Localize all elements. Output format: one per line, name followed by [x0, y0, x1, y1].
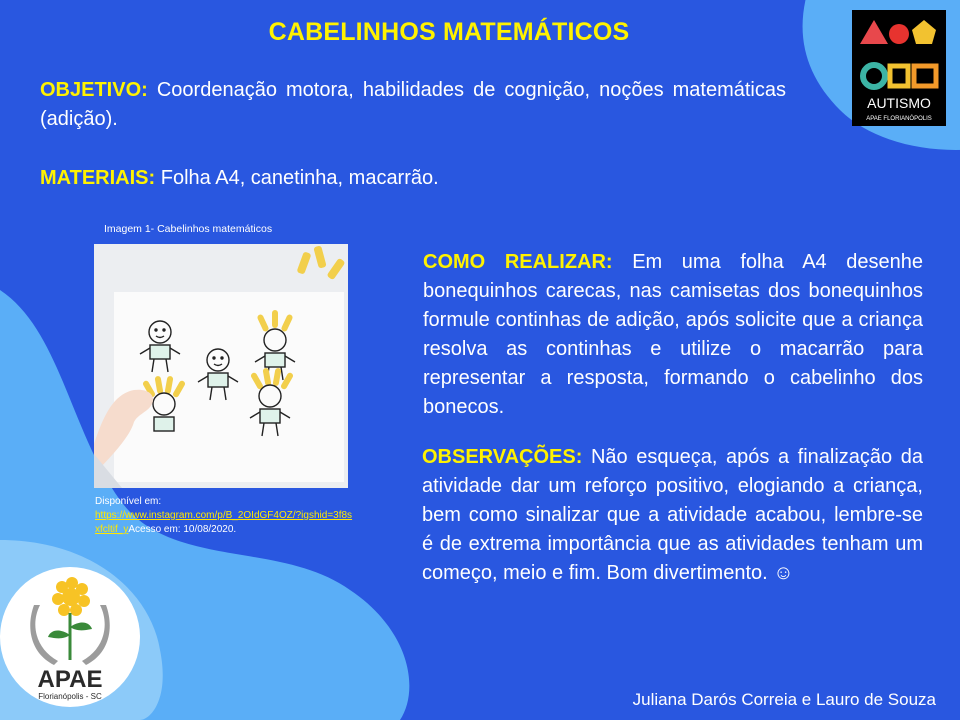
observations-label: OBSERVAÇÕES: — [422, 446, 583, 468]
authors-footer: Juliana Darós Correia e Lauro de Souza — [632, 690, 936, 709]
observations-text: Não esqueça, após a finalização da atividade dar um reforço positivo, elogiando a criança, bem como sinalizar que a atividade acabou, lembre-se é de extrema importância que as atividades tenham um começo, meio e fim. Bom divertimento. ☺ — [422, 446, 923, 584]
materials-label: MATERIAIS: — [40, 167, 156, 189]
apae-logo-subtext: Florianópolis - SC — [38, 692, 102, 701]
source-access-date: Acesso em: 10/08/2020. — [128, 524, 237, 535]
image-caption: Imagem 1- Cabelinhos matemáticos — [104, 223, 273, 235]
autismo-logo-subtext: APAE FLORIANÓPOLIS — [866, 116, 932, 122]
objective-text: Coordenação motora, habilidades de cognição, noções matemáticas (adição). — [40, 79, 786, 130]
source-prefix: Disponível em: — [95, 496, 162, 507]
observations-paragraph — [422, 443, 923, 588]
activity-photo — [94, 244, 348, 488]
apae-logo-text: APAE — [37, 666, 103, 693]
apae-logo — [0, 565, 140, 710]
how-to-label: COMO REALIZAR: — [423, 251, 613, 273]
autismo-logo — [852, 10, 946, 126]
how-to-text: Em uma folha A4 desenhe bonequinhos carecas, nas camisetas dos bonequinhos formule continhas de adição, após solicite que a criança resolva as continhas e utilize o macarrão para representar a resposta, formando o cabelinho dos bonecos. — [423, 251, 923, 418]
objective-paragraph — [40, 76, 786, 134]
page-title: CABELINHOS MATEMÁTICOS — [268, 18, 630, 46]
autismo-logo-text: AUTISMO — [867, 95, 931, 111]
source-link[interactable]: https://www.instagram.com/p/B_2OIdGF4OZ/?igshid=3f8sxfcltif_y — [95, 510, 353, 535]
materials-paragraph — [40, 164, 786, 193]
image-source — [95, 495, 357, 537]
how-to-paragraph — [423, 248, 923, 422]
materials-text: Folha A4, canetinha, macarrão. — [155, 167, 439, 189]
objective-label: OBJETIVO: — [40, 79, 148, 101]
